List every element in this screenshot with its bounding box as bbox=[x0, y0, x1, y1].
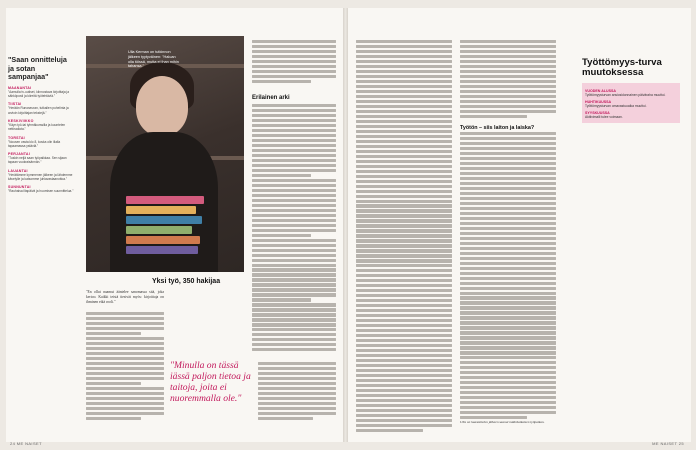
info-box-title: Työttömyys-turva muutoksessa bbox=[582, 57, 662, 79]
body-text-column bbox=[86, 312, 164, 422]
day-entry-monday bbox=[8, 86, 74, 99]
body-text-column bbox=[252, 40, 336, 85]
body-text-column bbox=[460, 40, 556, 120]
day-heading: LAUANTAI bbox=[8, 168, 28, 173]
info-box-text: Aktiivimalli tulee voimaan. bbox=[585, 115, 623, 120]
day-entry-friday bbox=[8, 152, 74, 165]
section-heading: Erilainen arki bbox=[252, 95, 290, 101]
week-diary-sidebar bbox=[8, 56, 74, 428]
sidebar-pull-quote: "Saan onnitteluja ja sotan sampanjaa" bbox=[8, 55, 67, 82]
photo-caption: Ulla Kerman on tutkinnon jälkeen tyytyväinen: "Haluan olla töissä, mutta ei ihan mihin tahansa." bbox=[128, 50, 179, 69]
day-heading: SUNNUNTAI bbox=[8, 185, 31, 190]
page-number-left: 24 ME NAISET bbox=[10, 441, 42, 446]
day-heading: PERJANTAI bbox=[8, 152, 30, 157]
day-heading: MAANANTAI bbox=[8, 85, 32, 90]
body-text-column bbox=[460, 132, 556, 421]
day-entry-saturday bbox=[8, 169, 74, 182]
body-text-column bbox=[252, 104, 336, 353]
portrait-face bbox=[136, 76, 188, 136]
section-heading: Työtön – siis laiton ja laiska? bbox=[460, 125, 535, 131]
info-box bbox=[578, 54, 684, 346]
info-box-text: Työttömyysturvan omavastuuaika muuttui. bbox=[585, 104, 647, 109]
day-text: "Rauhaisa iltapäivä ja huomisen suunnittelua." bbox=[8, 189, 74, 194]
day-text: "Aamulla tv-uutiset, kiinnostava kirjoittaja ja sähköposti ja kiireitä työtehtäviä." bbox=[8, 89, 70, 99]
day-entry-thursday bbox=[8, 136, 74, 149]
portrait-photo bbox=[86, 36, 244, 272]
caption-text: "En ollut naamut ääntelee sanomassa sitä, joka kertoo. Kaikki teistä tiesivät myös: kirjoittaja on ihminen eikä rooli." bbox=[86, 290, 164, 304]
day-text: "Käyn työ-tai tyhmäkurssilla ja kuuntelen nettiradiota." bbox=[8, 122, 66, 132]
day-text: "Herään Runoseuran, tutkailen puhelinta ja arvioin kirjoittajan tekstejä." bbox=[8, 106, 69, 115]
day-entry-sunday bbox=[8, 185, 74, 193]
info-box-panel bbox=[582, 83, 680, 123]
day-text: "Tuskin neljä saan työpaikkaa. Sen sijaan tapaan vuokraisännän." bbox=[8, 156, 67, 165]
day-text: "Nousen vasta klo 8, koska olin illalla tapaamassa ystäviä." bbox=[8, 139, 61, 148]
info-box-heading: VUODEN ALUSSA bbox=[585, 88, 617, 93]
day-entry-wednesday bbox=[8, 119, 74, 132]
article-footnote: Ulla on haastattelun jälkeen saanut määräaikaisen työpaikan. bbox=[460, 420, 545, 424]
day-heading: TIISTAI bbox=[8, 102, 22, 107]
book-stack bbox=[126, 196, 206, 260]
info-box-text: Työttömyysturvan ansiosidonnainen päiväraha muuttui. bbox=[585, 92, 666, 97]
body-text-column bbox=[356, 40, 452, 434]
day-heading: TORSTAI bbox=[8, 135, 25, 140]
info-box-heading: HUHTIKUUSSA bbox=[585, 100, 612, 105]
day-entry-tuesday bbox=[8, 102, 74, 115]
big-pull-quote: "Minulla on tässä iässä paljon tietoa ja taitoja, joita ei nuoremmalla ole." bbox=[170, 360, 251, 404]
info-box-heading: SYYSKUUSSA bbox=[585, 111, 610, 116]
body-text-column bbox=[258, 362, 336, 422]
day-text: "Herätämme kymmenen jälkeen ja lähdemme kävelylle ja katsomme juhlavastaanottoa." bbox=[8, 172, 73, 182]
article-subtitle: Yksi työ, 350 hakijaa bbox=[152, 278, 221, 285]
day-heading: KESKIVIIKKO bbox=[8, 118, 34, 123]
page-number-right: ME NAISET 25 bbox=[652, 441, 684, 446]
